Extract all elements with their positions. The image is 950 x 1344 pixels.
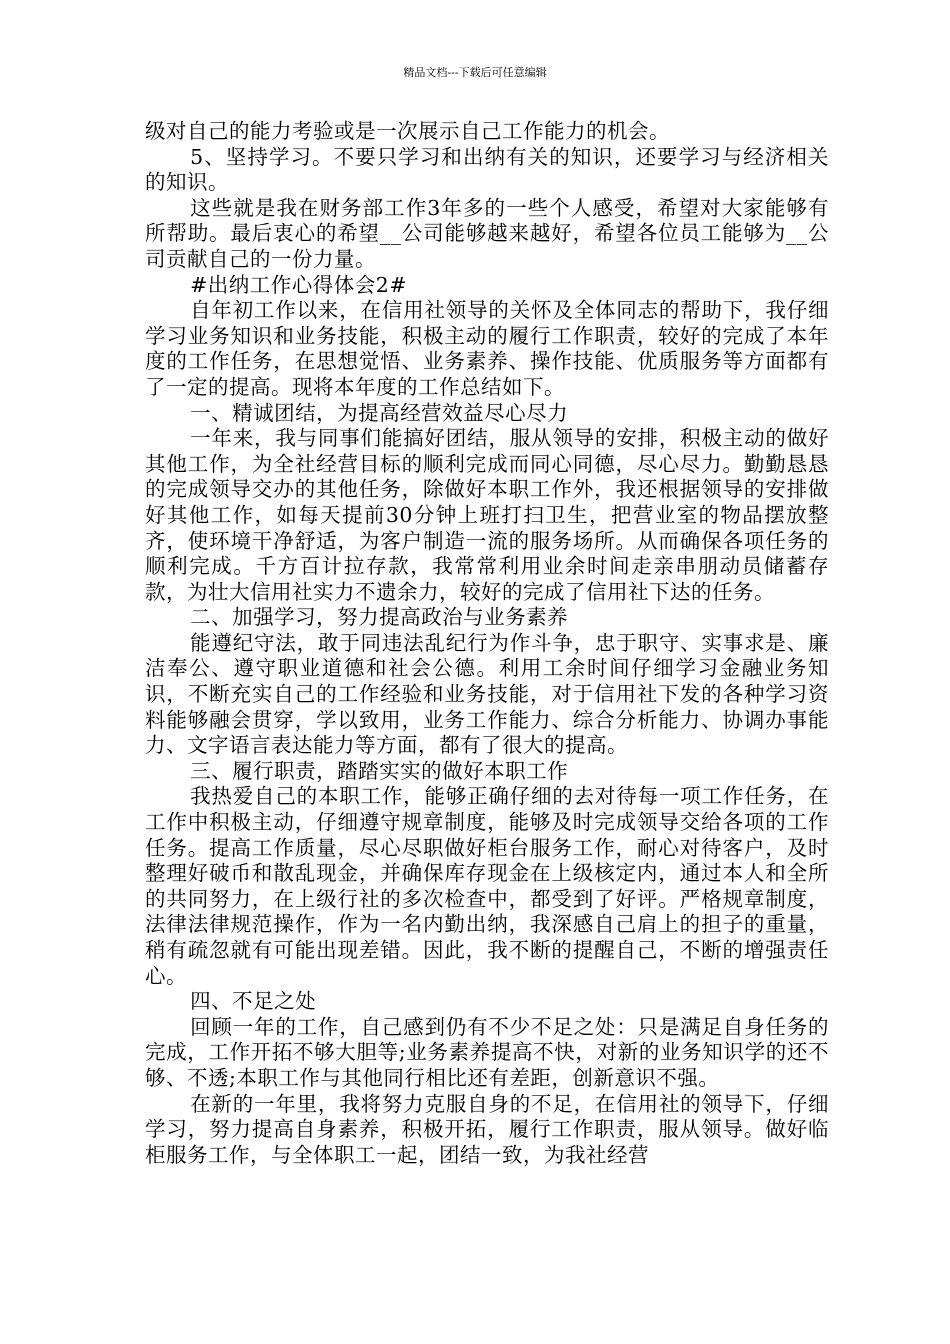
paragraph: 我热爱自己的本职工作，能够正确仔细的去对待每一项工作任务，在工作中积极主动，仔细遵守规章制度，能够及时完成领导交给各项的工作任务。提高工作质量，尽心尽职做好柜台服务工作，耐心对待客户，及时整理好破币和散乱现金，并确保库存现金在上级核定内，通过本人和全所的共同努力，在上级行社的多次检查中，都受到了好评。严格规章制度，法律法律规范操作，作为一名内勤出纳，我深感自己肩上的担子的重量，稍有疏忽就有可能出现差错。因此，我不断的提醒自己，不断的增强责任心。	[145, 784, 829, 988]
section-heading: 一、精诚团结，为提高经营效益尽心尽力	[190, 400, 569, 425]
paragraph: 能遵纪守法，敢于同违法乱纪行为作斗争，忠于职守、实事求是、廉洁奉公、遵守职业道德和社会公德。利用工余时间仔细学习金融业务知识，不断充实自己的工作经验和业务技能，对于信用社下发的各种学习资料能够融会贯穿，学以致用，业务工作能力、综合分析能力、协调办事能力、文字语言表达能力等方面，都有了很大的提高。	[145, 630, 829, 758]
paragraph: 自年初工作以来，在信用社领导的关怀及全体同志的帮助下，我仔细学习业务知识和业务技能，积极主动的履行工作职责，较好的完成了本年度的工作任务，在思想觉悟、业务素养、操作技能、优质服务等方面都有了一定的提高。现将本年度的工作总结如下。	[145, 298, 829, 399]
section-heading: #出纳工作心得体会2#	[190, 272, 407, 297]
paragraph: 一年来，我与同事们能搞好团结，服从领导的安排，积极主动的做好其他工作，为全社经营目标的顺利完成而同心同德，尽心尽力。勤勤恳恳的完成领导交办的其他任务，除做好本职工作外，我还根据领导的安排做好其他工作，如每天提前30分钟上班打扫卫生，把营业室的物品摆放整齐，使环境干净舒适，为客户制造一流的服务场所。从而确保各项任务的顺利完成。千方百计拉存款，我常常利用业余时间走亲串朋动员储蓄存款，为壮大信用社实力不遗余力，较好的完成了信用社下达的任务。	[145, 426, 829, 604]
section-heading: 二、加强学习，努力提高政治与业务素养	[190, 605, 569, 630]
paragraph: 5、坚持学习。不要只学习和出纳有关的知识，还要学习与经济相关的知识。	[145, 144, 829, 195]
paragraph: 级对自己的能力考验或是一次展示自己工作能力的机会。	[145, 119, 670, 143]
document-body	[145, 119, 829, 1168]
paragraph: 在新的一年里，我将努力克服自身的不足，在信用社的领导下，仔细学习，努力提高自身素养，积极开拓，履行工作职责，服从领导。做好临柜服务工作，与全体职工一起，团结一致，为我社经营	[145, 1091, 829, 1167]
page-header: 精品文档---下载后可任意编辑	[403, 66, 547, 79]
section-heading: 四、不足之处	[190, 989, 317, 1014]
paragraph: 回顾一年的工作，自己感到仍有不少不足之处：只是满足自身任务的完成，工作开拓不够大胆等;业务素养提高不快，对新的业务知识学的还不够、不透;本职工作与其他同行相比还有差距，创新意识不强。	[145, 1014, 829, 1090]
section-heading: 三、履行职责，踏踏实实的做好本职工作	[190, 758, 569, 783]
paragraph: 这些就是我在财务部工作3年多的一些个人感受，希望对大家能够有所帮助。最后衷心的希望__公司能够越来越好，希望各位员工能够为__公司贡献自己的一份力量。	[145, 195, 829, 271]
